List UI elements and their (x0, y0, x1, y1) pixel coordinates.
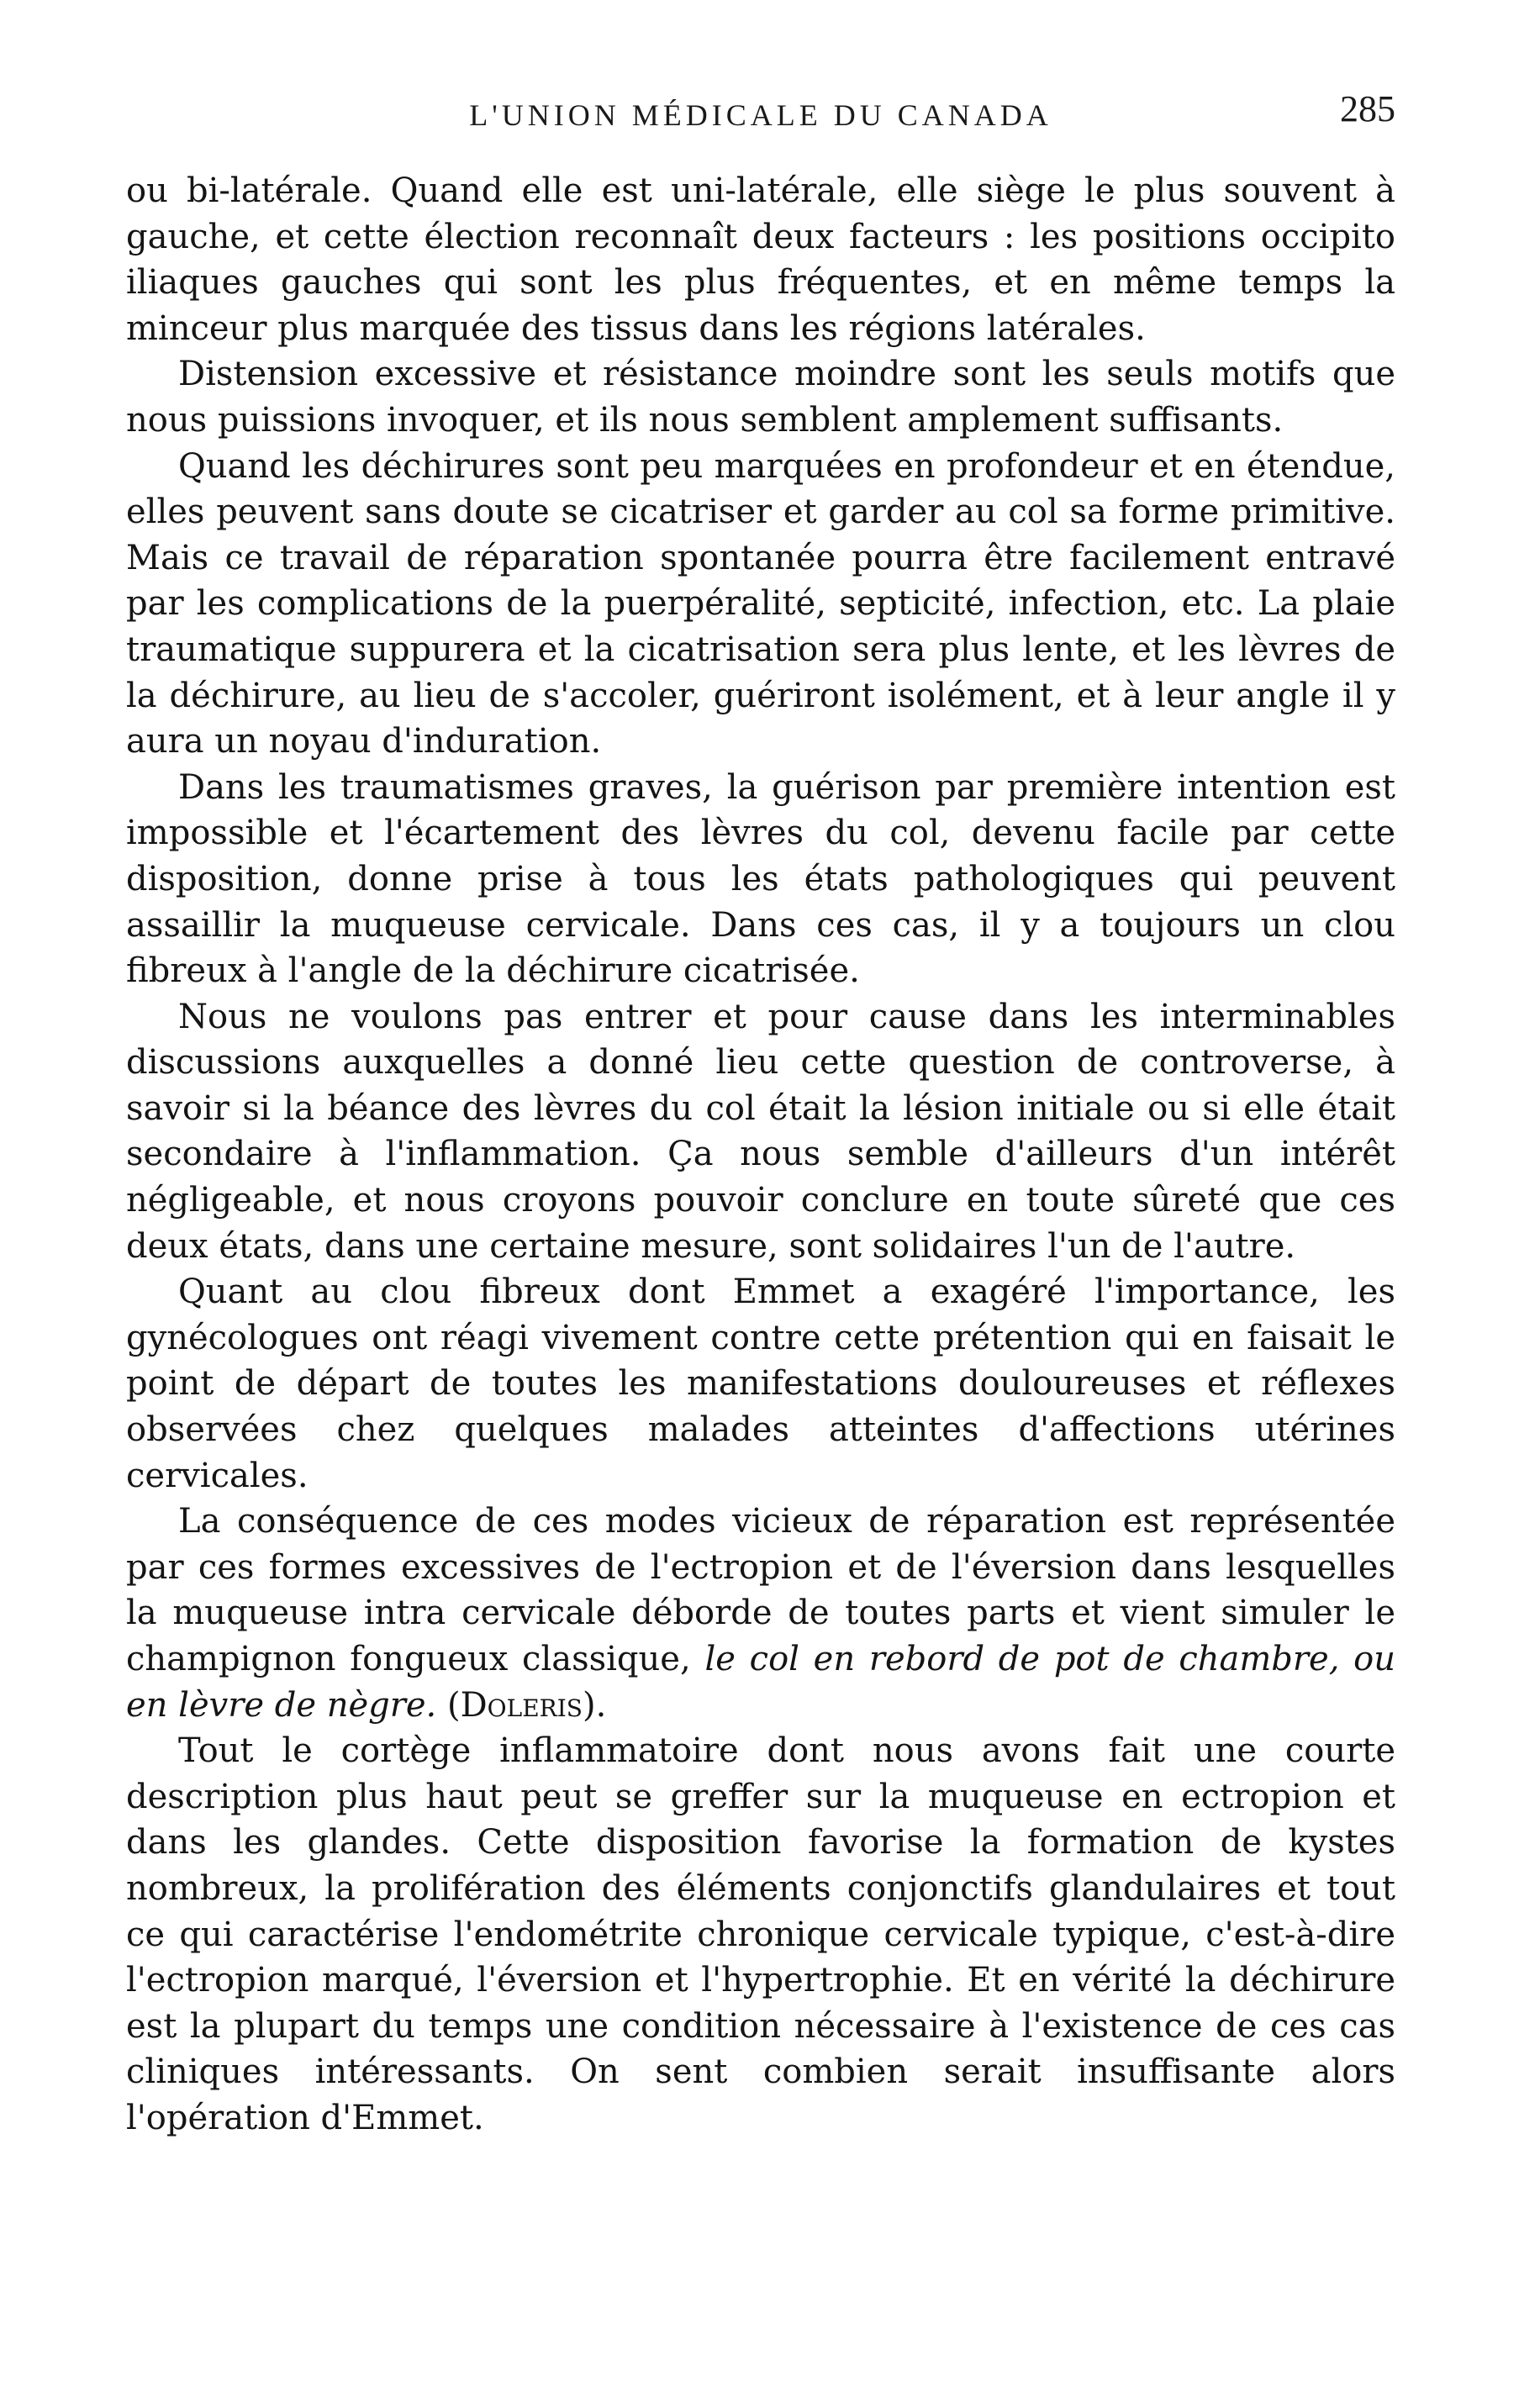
page-number: 285 (1340, 88, 1395, 129)
paragraph: Tout le cortège inflammatoire dont nous avons fait une courte description plus haut peut se greffer sur la muqueuse en ectropion et dans les glandes. Cette disposition favorise la formation de kystes nombreux, la prolifération des éléments conjonctifs glandulaires et tout ce qui caractérise l'endométrite chronique cervicale typique, c'est-à-dire l'ectropion marqué, l'éversion et l'hypertrophie. Et en vérité la déchirure est la plupart du temps une condition nécessaire à l'existence de ces cas cliniques intéressants. On sent combien serait insuffisante alors l'opération d'Emmet. (126, 1731, 1395, 2137)
paragraph: Quand les déchirures sont peu marquées en profondeur et en étendue, elles peuvent sans doute se cicatriser et garder au col sa forme primitive. Mais ce travail de réparation spontanée pourra être facilement entravé par les complications de la puerpéralité, septicité, infection, etc. La plaie traumatique suppurera et la cicatrisation sera plus lente, et les lèvres de la déchirure, au lieu de s'accoler, guériront isolément, et à leur angle il y aura un noyau d'induration. (126, 446, 1395, 761)
paragraph-continued: ou bi-latérale. Quand elle est uni-latérale, elle siège le plus souvent à gauche, et cette élection reconnaît deux facteurs : les positions occipito iliaques gauches qui sont les plus fréquentes, et en même temps la minceur plus marquée des tissus dans les régions latérales. (126, 171, 1395, 348)
author-citation: (Doleris). (446, 1685, 607, 1725)
article-body (126, 168, 1395, 2142)
journal-title: L'UNION MÉDICALE DU CANADA (469, 98, 1052, 132)
paragraph: Distension excessive et résistance moindre sont les seuls motifs que nous puissions invoquer, et ils nous semblent amplement suffisants. (126, 355, 1395, 440)
paragraph-text: La conséquence de ces modes vicieux de réparation est représentée par ces formes excessives de l'ectropion et de l'éversion dans lesquelles la muqueuse intra cervicale déborde de toutes parts et vient simuler le champignon fongueux classique, (126, 1502, 1395, 1678)
paragraph: Nous ne voulons pas entrer et pour cause dans les interminables discussions auxquelles a donné lieu cette question de controverse, à savoir si la béance des lèvres du col était la lésion initiale ou si elle était secondaire à l'inflammation. Ça nous semble d'ailleurs d'un intérêt négligeable, et nous croyons pouvoir conclure en toute sûreté que ces deux états, dans une certaine mesure, sont solidaires l'un de l'autre. (126, 997, 1395, 1266)
paragraph-with-quote (126, 1499, 1395, 1728)
running-head (126, 59, 1395, 151)
italic-quote: le col en rebord de pot de chambre, ou en lèvre de nègre. (126, 1640, 1395, 1725)
paragraph: Quant au clou fibreux dont Emmet a exagéré l'importance, les gynécologues ont réagi vivement contre cette prétention qui en faisait le point de départ de toutes les manifestations douloureuses et réflexes observées chez quelques malades atteintes d'affections utérines cervicales. (126, 1272, 1395, 1495)
paragraph: Dans les traumatismes graves, la guérison par première intention est impossible et l'écartement des lèvres du col, devenu facile par cette disposition, donne prise à tous les états pathologiques qui peuvent assaillir la muqueuse cervicale. Dans ces cas, il y a toujours un clou fibreux à l'angle de la déchirure cicatrisée. (126, 767, 1395, 991)
journal-page (126, 59, 1395, 2379)
